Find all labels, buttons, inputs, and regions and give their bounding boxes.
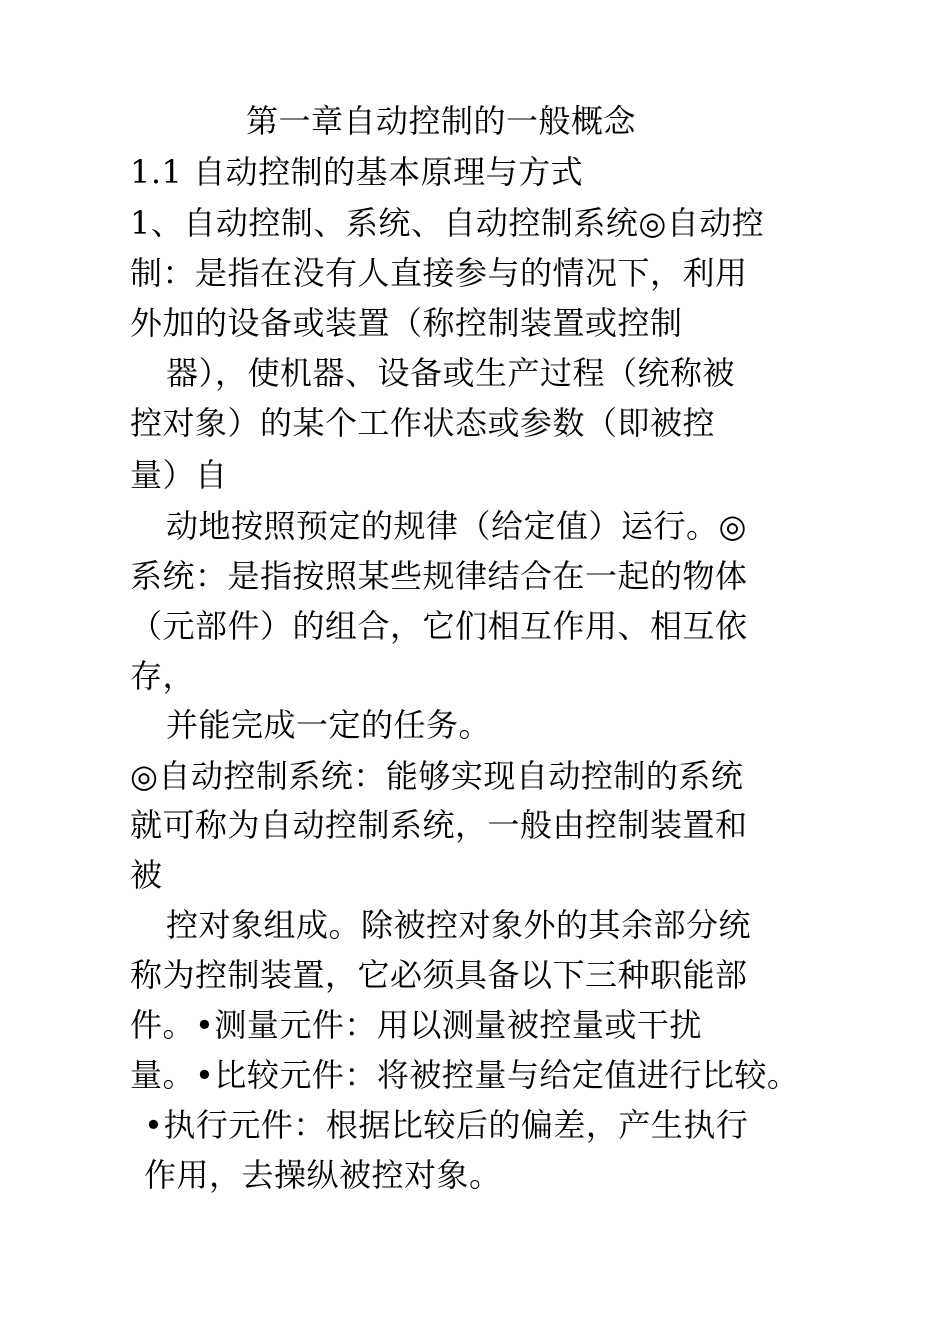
body-line-3: 外加的设备或装置（称控制装置或控制 — [130, 304, 683, 342]
section-heading: 1.1 自动控制的基本原理与方式 — [130, 153, 584, 191]
body-line-16: 称为控制装置，它必须具备以下三种职能部 — [130, 956, 748, 994]
body-line-20: 作用，去操纵被控对象。 — [144, 1156, 502, 1194]
body-line-5: 控对象）的某个工作状态或参数（即被控 — [130, 404, 716, 442]
body-line-12: ◎自动控制系统：能够实现自动控制的系统 — [130, 757, 744, 795]
body-line-13: 就可称为自动控制系统，一般由控制装置和 — [130, 806, 748, 844]
body-line-4: 器），使机器、设备或生产过程（统称被 — [166, 354, 736, 392]
body-line-8: 系统：是指按照某些规律结合在一起的物体 — [130, 557, 748, 595]
body-line-6: 量）自 — [130, 456, 228, 494]
body-line-15: 控对象组成。除被控对象外的其余部分统 — [166, 906, 752, 944]
body-line-19: •执行元件：根据比较后的偏差，产生执行 — [144, 1106, 749, 1144]
body-line-11: 并能完成一定的任务。 — [166, 706, 492, 744]
body-line-18: 量。•比较元件：将被控量与给定值进行比较。 — [130, 1056, 800, 1094]
body-line-10: 存， — [130, 657, 196, 695]
body-line-17: 件。•测量元件：用以测量被控量或干扰 — [130, 1006, 702, 1044]
body-line-1: 1、自动控制、系统、自动控制系统◎自动控 — [130, 204, 765, 242]
body-line-14: 被 — [130, 856, 163, 894]
body-line-2: 制：是指在没有人直接参与的情况下，利用 — [130, 254, 748, 292]
body-line-9: （元部件）的组合，它们相互作用、相互依 — [130, 607, 748, 645]
chapter-title: 第一章自动控制的一般概念 — [246, 102, 637, 140]
body-line-7: 动地按照预定的规律（给定值）运行。◎ — [166, 507, 747, 545]
